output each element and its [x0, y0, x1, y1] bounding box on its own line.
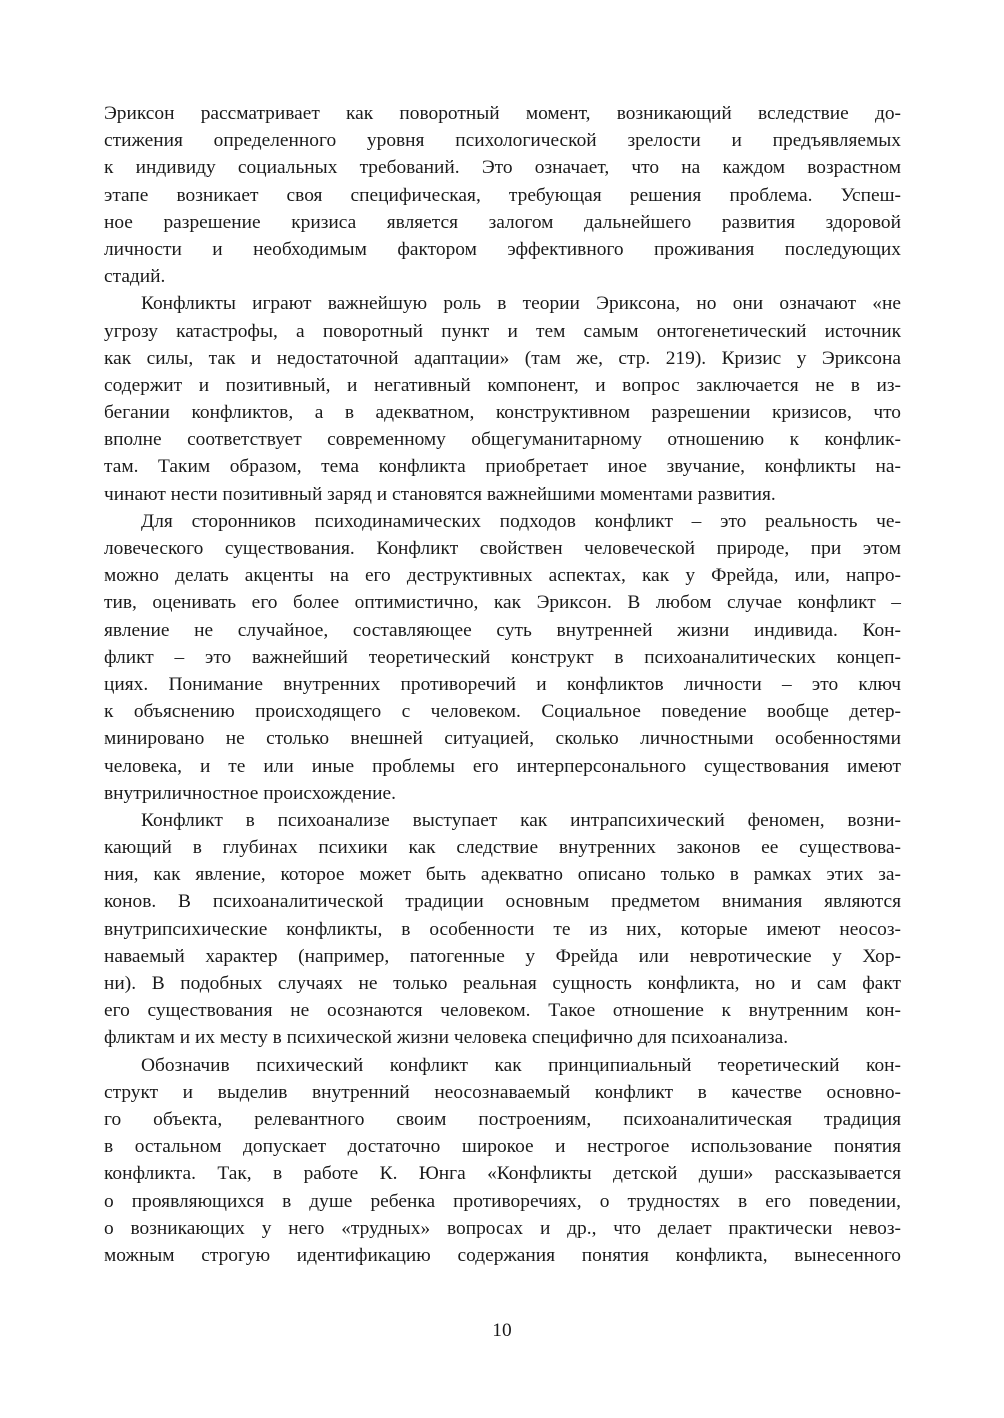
- page-number: 10: [492, 1320, 512, 1341]
- text-line: Для сторонников психодинамических подходов конфликт – это реальность че-: [141, 510, 901, 532]
- text-line: как силы, так и недостаточной адаптации» (там же, стр. 219). Кризис у Эриксона: [104, 347, 901, 369]
- paragraph-2: [104, 290, 901, 508]
- text-line: человека, и те или иные проблемы его интерперсонального существования имеют: [104, 755, 901, 777]
- text-line: ное разрешение кризиса является залогом дальнейшего развития здоровой: [104, 211, 901, 233]
- text-line: стижения определенного уровня психологической зрелости и предъявляемых: [104, 130, 901, 152]
- text-line: кающий в глубинах психики как следствие внутренних законов ее существова-: [104, 837, 901, 859]
- text-line: внутриличностное происхождение.: [104, 782, 396, 804]
- text-line: циях. Понимание внутренних противоречий и конфликтов личности – это ключ: [104, 673, 901, 695]
- text-line: явление не случайное, составляющее суть внутренней жизни индивида. Кон-: [104, 619, 901, 641]
- text-line: угрозу катастрофы, а поворотный пункт и тем самым онтогенетический источник: [104, 320, 901, 342]
- text-line: в остальном допускает достаточно широкое и нестрогое использование понятия: [104, 1136, 901, 1158]
- text-line: фликтам и их месту в психической жизни человека специфично для психоанализа.: [104, 1027, 789, 1049]
- text-line: тив, оценивать его более оптимистично, как Эриксон. В любом случае конфликт –: [104, 592, 901, 614]
- paragraph-1: [104, 100, 901, 290]
- text-line: минировано не столько внешней ситуацией, сколько личностными особенностями: [104, 728, 901, 750]
- paragraph-3: [104, 508, 901, 807]
- text-line: наваемый характер (например, патогенные у Фрейда или невротические у Хор-: [104, 945, 901, 967]
- text-line: личности и необходимым фактором эффективного проживания последующих: [104, 238, 901, 260]
- text-line: можно делать акценты на его деструктивных аспектах, как у Фрейда, или, напро-: [104, 565, 901, 587]
- text-line: ни). В подобных случаях не только реальная сущность конфликта, но и сам факт: [104, 973, 901, 994]
- text-line: чинают нести позитивный заряд и становятся важнейшими моментами развития.: [104, 483, 776, 505]
- text-line: внутрипсихические конфликты, в особенности те из них, которые имеют неосоз-: [104, 918, 901, 940]
- text-line: ния, как явление, которое может быть адекватно описано только в рамках этих за-: [104, 864, 901, 886]
- text-line: Конфликт в психоанализе выступает как интрапсихический феномен, возни-: [141, 809, 901, 831]
- text-line: о проявляющихся в душе ребенка противоречиях, о трудностях в его поведении,: [104, 1190, 901, 1212]
- text-line: Эриксон рассматривает как поворотный момент, возникающий вследствие до-: [104, 103, 901, 124]
- text-line: го объекта, релевантного своим построениям, психоаналитическая традиция: [104, 1108, 901, 1130]
- text-line: к индивиду социальных требований. Это означает, что на каждом возрастном: [104, 157, 901, 179]
- text-line: стадий.: [104, 266, 166, 288]
- text-line: можным строгую идентификацию содержания понятия конфликта, вынесенного: [104, 1244, 901, 1266]
- text-line: к объяснению происходящего с человеком. Социальное поведение вообще детер-: [104, 701, 901, 723]
- text-line: о возникающих у него «трудных» вопросах и др., что делает практически невоз-: [104, 1217, 901, 1239]
- text-line: Обозначив психический конфликт как принципиальный теоретический кон-: [141, 1054, 901, 1076]
- paragraph-4: [104, 807, 901, 1052]
- paragraph-5: [104, 1052, 901, 1270]
- text-line: фликт – это важнейший теоретический конструкт в психоаналитических концеп-: [104, 646, 901, 668]
- text-line: вполне соответствует современному общегуманитарному отношению к конфлик-: [104, 429, 901, 451]
- text-line: его существования не осознаются человеком. Такое отношение к внутренним кон-: [104, 1000, 901, 1022]
- text-line: конов. В психоаналитической традиции основным предметом внимания являются: [104, 891, 901, 913]
- text-line: конфликта. Так, в работе К. Юнга «Конфликты детской души» рассказывается: [104, 1163, 901, 1185]
- text-line: Конфликты играют важнейшую роль в теории Эриксона, но они означают «не: [141, 293, 901, 315]
- page-body: [104, 100, 901, 1269]
- text-line: структ и выделив внутренний неосознаваемый конфликт в качестве основно-: [104, 1081, 901, 1103]
- text-line: ловеческого существования. Конфликт свойствен человеческой природе, при этом: [104, 538, 901, 559]
- text-line: бегании конфликтов, а в адекватном, конструктивном разрешении кризисов, что: [104, 402, 901, 424]
- text-line: там. Таким образом, тема конфликта приобретает иное звучание, конфликты на-: [104, 456, 901, 478]
- text-line: этапе возникает своя специфическая, требующая решения проблема. Успеш-: [104, 184, 901, 206]
- text-line: содержит и позитивный, и негативный компонент, и вопрос заключается не в из-: [104, 374, 901, 396]
